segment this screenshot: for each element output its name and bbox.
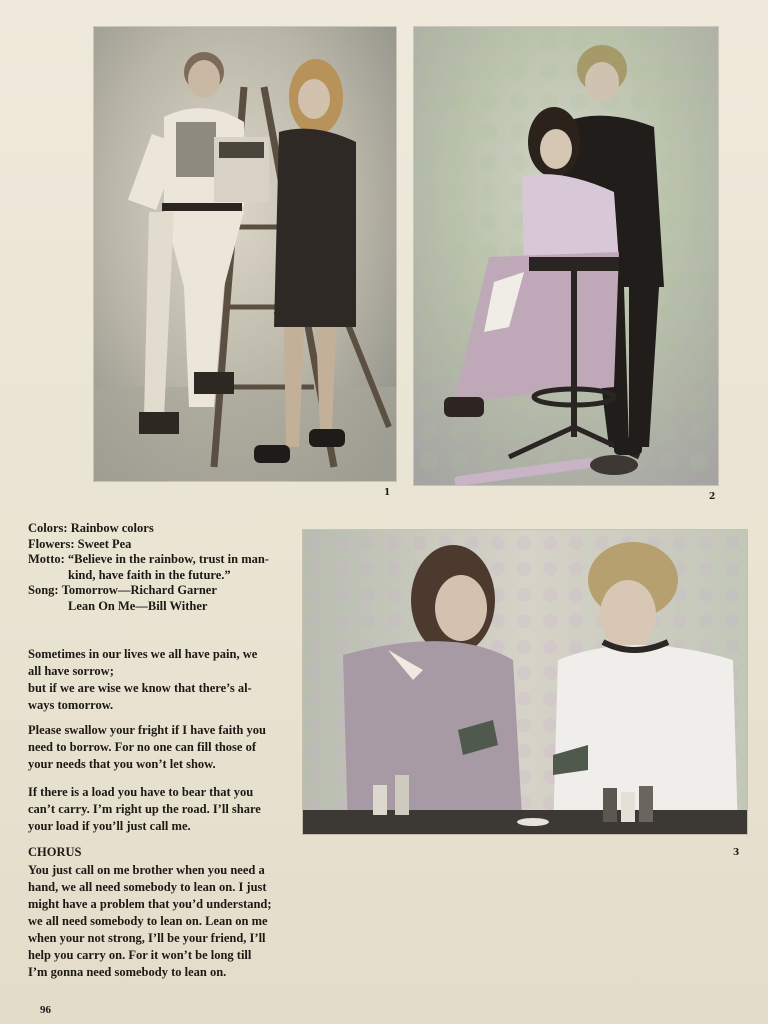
verse-line: ways tomorrow. — [28, 698, 114, 712]
photo-couple-with-ladder — [94, 27, 396, 481]
verse-line: Sometimes in our lives we all have pain, we — [28, 647, 258, 661]
colors-row — [28, 521, 288, 537]
chorus-line: I’m gonna need somebody to lean on. — [28, 965, 227, 979]
motto-label: Motto: — [28, 552, 68, 566]
motto-line-1: “Believe in the rainbow, trust in man- — [67, 552, 269, 566]
chorus-heading: CHORUS — [28, 845, 82, 859]
flowers-value: Sweet Pea — [77, 536, 132, 551]
motto-row — [28, 552, 288, 568]
chorus-line: when your not strong, I’ll be your friend, I’ll — [28, 931, 266, 945]
verse-2 — [28, 722, 278, 773]
verse-line: If there is a load you have to bear that you — [28, 785, 254, 799]
chorus-line: hand, we all need somebody to lean on. I just — [28, 880, 267, 894]
verse-line: Please swallow your fright if I have faith you — [28, 723, 266, 737]
colors-label: Colors: — [28, 521, 71, 535]
flowers-row — [28, 537, 288, 553]
photo-number: 2 — [709, 492, 716, 502]
photo-couple-with-stool — [414, 27, 718, 485]
verse-line: need to borrow. For no one can fill those of — [28, 740, 257, 754]
verse-line: your needs that you won’t let show. — [28, 757, 216, 771]
photo-number: 1 — [384, 488, 391, 498]
chorus-line: we all need somebody to lean on. Lean on me — [28, 914, 268, 928]
colors-value: Rainbow colors — [70, 521, 154, 535]
chorus-text — [28, 862, 278, 981]
page-number: 96 — [40, 1004, 51, 1016]
chorus-line: help you carry on. For it won’t be long till — [28, 948, 252, 962]
photo-poker-players — [303, 530, 747, 834]
song-line-1: Tomorrow—Richard Garner — [61, 583, 217, 597]
song-line-2: Lean On Me—Bill Wither — [68, 598, 208, 613]
verse-line: can’t carry. I’m right up the road. I’ll share — [28, 802, 261, 816]
verse-line: your load if you’ll just call me. — [28, 819, 191, 833]
flowers-label: Flowers: — [28, 536, 78, 551]
verse-1 — [28, 646, 278, 714]
class-facts — [28, 521, 288, 614]
verse-3 — [28, 784, 278, 835]
verse-line: all have sorrow; — [28, 664, 114, 678]
photo-number: 3 — [733, 848, 740, 858]
chorus-line: You just call on me brother when you need a — [28, 863, 265, 877]
chorus-line: might have a problem that you’d understand; — [28, 897, 272, 911]
song-label: Song: — [28, 583, 62, 597]
motto-line-2: kind, have faith in the future.” — [68, 567, 231, 582]
song-row — [28, 583, 288, 599]
verse-line: but if we are wise we know that there’s al- — [28, 681, 252, 695]
